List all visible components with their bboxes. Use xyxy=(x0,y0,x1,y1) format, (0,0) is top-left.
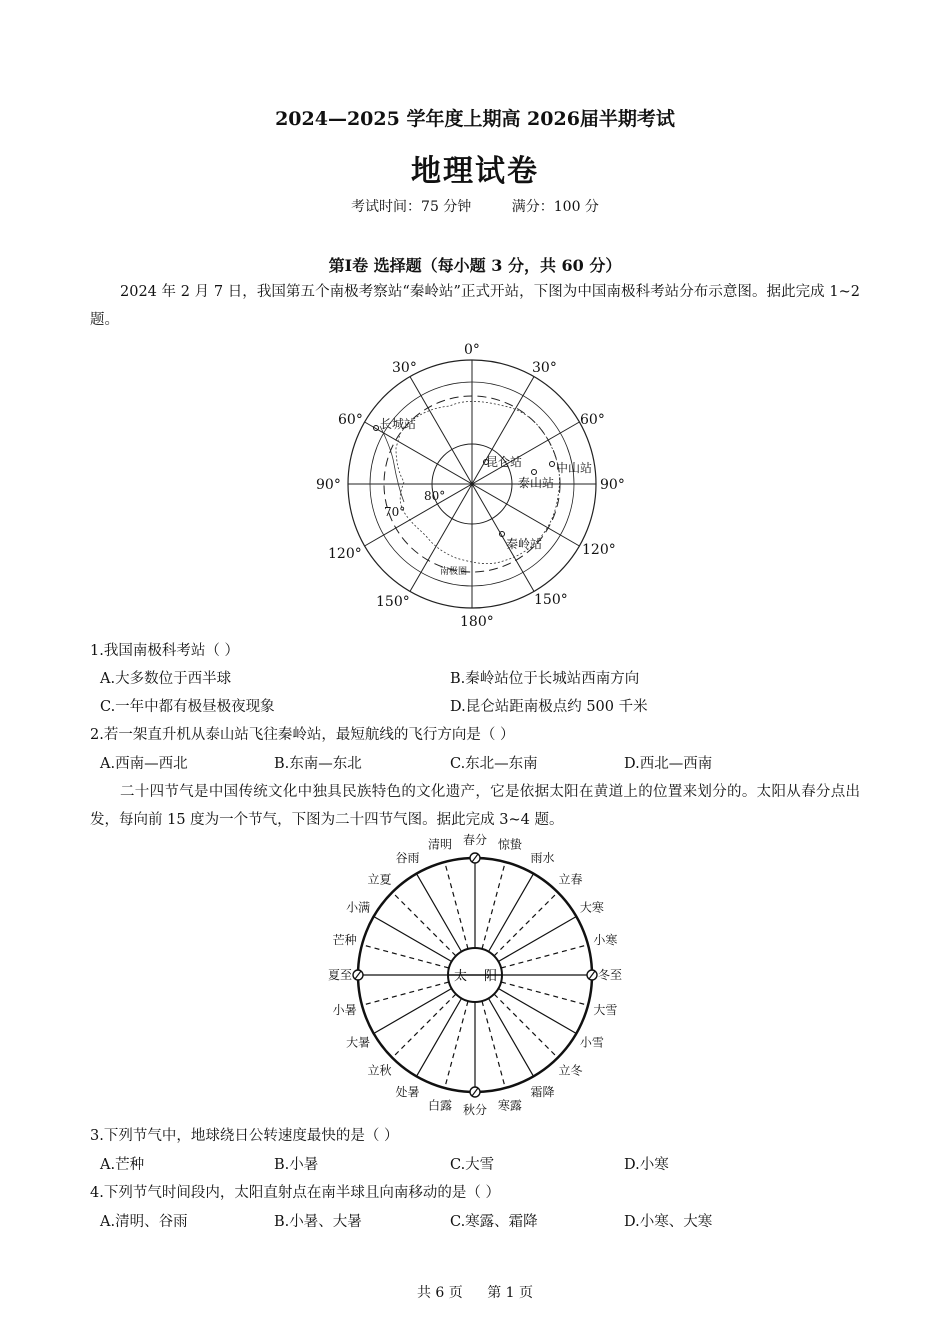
sun-label-right: 阳 xyxy=(484,969,498,984)
exam-title: 2024—2025 学年度上期高 2026届半期考试 xyxy=(275,108,675,130)
exam-meta xyxy=(0,196,950,216)
exam-time: 考试时间：75 分钟 xyxy=(351,199,472,215)
subject-title: 地理试卷 xyxy=(411,154,539,189)
solar-term-label: 寒露 xyxy=(497,1098,522,1113)
q4-option-b: B.小暑、大暑 xyxy=(274,1214,362,1230)
solar-term-label: 大雪 xyxy=(593,1002,618,1017)
solar-term-label: 处暑 xyxy=(395,1084,420,1099)
solar-term-label: 秋分 xyxy=(462,1103,488,1117)
solar-term-spoke xyxy=(489,998,534,1076)
footer-page-number: 第 1 页 xyxy=(487,1285,534,1301)
antarctic-station-map xyxy=(300,336,640,636)
lon-180-label: 180° xyxy=(460,614,494,630)
section-title: 第Ⅰ卷 选择题（每小题 3 分，共 60 分） xyxy=(328,256,622,275)
solar-term-label: 小满 xyxy=(346,900,371,915)
solar-term-spoke xyxy=(501,982,588,1005)
solar-term-label: 小暑 xyxy=(332,1002,357,1017)
lat-70-label: 70° xyxy=(384,505,406,519)
page-footer xyxy=(0,1282,950,1302)
solar-term-spoke xyxy=(417,998,462,1076)
solar-term-label: 谷雨 xyxy=(395,851,420,866)
q3-option-c: C.大雪 xyxy=(450,1157,495,1173)
q4-option-c: C.寒露、霜降 xyxy=(450,1214,538,1230)
sun-label-left: 太 xyxy=(454,969,468,984)
solar-term-spoke xyxy=(445,1001,468,1088)
solar-term-spoke xyxy=(392,892,456,956)
solar-term-label: 冬至 xyxy=(597,968,623,982)
solar-term-spoke xyxy=(498,989,576,1034)
lon-90w-label: 90° xyxy=(316,477,341,493)
solar-term-spoke xyxy=(417,874,462,952)
passage-2: 二十四节气是中国传统文化中独具民族特色的文化遗产，它是依据太阳在黄道上的位置来划分的。太阳从春分点出发，每向前 15 度为一个节气，下图为二十四节气图。据此完成 3~4 题。 xyxy=(90,784,860,828)
q1-option-c: C.一年中都有极昼极夜现象 xyxy=(100,699,275,715)
lon-60e-label: 60° xyxy=(580,412,605,428)
solar-term-label: 小寒 xyxy=(593,933,618,948)
lon-150e-label: 150° xyxy=(534,592,568,608)
solar-term-label: 白露 xyxy=(428,1098,453,1113)
solar-term-spoke xyxy=(501,945,588,968)
solar-term-label: 清明 xyxy=(428,837,453,852)
solar-term-label: 大寒 xyxy=(579,900,604,915)
station-qinling: 秦岭站 xyxy=(506,537,543,551)
solar-term-label: 霜降 xyxy=(530,1084,555,1099)
question-3: 3.下列节气中，地球绕日公转速度最快的是（ ） xyxy=(90,1128,399,1144)
solar-term-label: 春分 xyxy=(462,833,488,847)
exam-score: 满分：100 分 xyxy=(511,199,599,215)
q1-option-a: A.大多数位于西半球 xyxy=(100,671,232,687)
solar-term-label: 立秋 xyxy=(367,1063,392,1078)
passage-1: 2024 年 2 月 7 日，我国第五个南极考察站“秦岭站”正式开站，下图为中国南极科考站分布示意图。据此完成 1~2 题。 xyxy=(90,284,860,328)
lon-30w-label: 30° xyxy=(392,360,417,376)
antarctic-circle-label: 南极圈 xyxy=(440,567,468,577)
solar-term-spoke xyxy=(489,874,534,952)
solar-term-label: 夏至 xyxy=(327,968,353,982)
q3-option-a: A.芒种 xyxy=(100,1157,145,1173)
solar-term-label: 芒种 xyxy=(332,933,357,948)
question-1: 1.我国南极科考站（ ） xyxy=(90,643,239,659)
q1-option-b: B.秦岭站位于长城站西南方向 xyxy=(450,671,640,687)
lon-120w-label: 120° xyxy=(328,546,362,562)
solar-term-spoke xyxy=(494,994,558,1058)
lon-150w-label: 150° xyxy=(376,594,410,610)
station-taishan: 泰山站 xyxy=(518,476,555,490)
q1-option-d: D.昆仑站距南极点约 500 千米 xyxy=(450,699,648,715)
station-changcheng: 长城站 xyxy=(380,417,417,431)
solar-term-spoke xyxy=(482,862,505,949)
station-kunlun: 昆仑站 xyxy=(486,455,523,469)
question-2: 2.若一架直升机从泰山站飞往秦岭站，最短航线的飞行方向是（ ） xyxy=(90,727,515,743)
solar-terms-diagram xyxy=(320,830,630,1120)
q3-option-d: D.小寒 xyxy=(624,1157,669,1173)
q2-option-d: D.西北—西南 xyxy=(624,756,713,772)
lon-60w-label: 60° xyxy=(338,412,363,428)
solar-term-spoke xyxy=(392,994,456,1058)
solar-term-label: 大暑 xyxy=(346,1035,371,1050)
lat-80-label: 80° xyxy=(424,489,446,503)
lon-90e-label: 90° xyxy=(600,477,625,493)
solar-term-spoke xyxy=(362,982,449,1005)
footer-total-pages: 共 6 页 xyxy=(416,1285,463,1301)
solar-term-spoke xyxy=(374,917,452,962)
q4-option-d: D.小寒、大寒 xyxy=(624,1214,713,1230)
station-zhongshan: 中山站 xyxy=(556,461,593,475)
solar-term-label: 立春 xyxy=(558,872,583,887)
q2-option-a: A.西南—西北 xyxy=(100,756,188,772)
solar-term-label: 小雪 xyxy=(579,1035,604,1050)
q4-option-a: A.清明、谷雨 xyxy=(100,1214,188,1230)
solar-term-label: 惊蛰 xyxy=(497,837,522,852)
lon-30e-label: 30° xyxy=(532,360,557,376)
lon-120e-label: 120° xyxy=(582,542,616,558)
q3-option-b: B.小暑 xyxy=(274,1157,319,1173)
solar-term-spoke xyxy=(374,989,452,1034)
question-4: 4.下列节气时间段内，太阳直射点在南半球且向南移动的是（ ） xyxy=(90,1185,500,1201)
solar-term-spoke xyxy=(445,862,468,949)
solar-term-label: 雨水 xyxy=(530,851,555,866)
q2-option-b: B.东南—东北 xyxy=(274,756,362,772)
solar-term-spoke xyxy=(498,917,576,962)
solar-term-spoke xyxy=(362,945,449,968)
lon-0-label: 0° xyxy=(464,342,480,358)
solar-term-spoke xyxy=(494,892,558,956)
solar-term-spoke xyxy=(482,1001,505,1088)
solar-term-label: 立夏 xyxy=(367,872,392,887)
q2-option-c: C.东北—东南 xyxy=(450,756,538,772)
solar-term-label: 立冬 xyxy=(558,1063,583,1078)
